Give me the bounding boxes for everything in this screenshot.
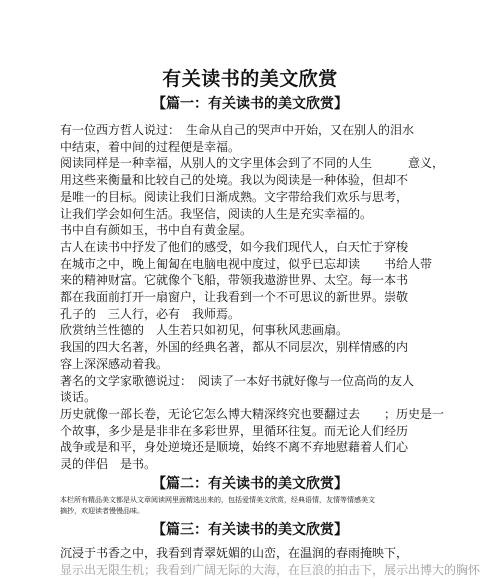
section-heading-3: 【篇三：有关读书的美文欣赏】 (152, 522, 348, 538)
paragraph-line: 来的精神财富。它就像个飞船，带领我遨游世界、太空。每一本书 (60, 273, 409, 288)
paragraph-line: 容上深深感动着我。 (60, 356, 169, 371)
paragraph-line: 是唯一的目标。阅读让我们日渐成熟。文字带给我们欢乐与思考， (60, 189, 409, 204)
paragraph-line: 历史就像一部长卷，无论它怎么博大精深终究也要翻过去 ；历史是一 (60, 406, 445, 421)
paragraph-line: 书中自有颜如玉，书中自有黄金屋。 (60, 223, 253, 238)
paragraph-line: 阅读同样是一种幸福，从别人的文字里体会到了不同的人生 意义， (60, 156, 445, 171)
paragraph-line: 有一位西方哲人说过： 生命从自己的哭声中开始，又在别人的泪水 (60, 123, 415, 137)
section-heading-2: 【篇二：有关读书的美文欣赏】 (152, 476, 348, 492)
paragraph-line: 用这些来衡量和比较自己的处境。我以为阅读是一种体验，但却不 (60, 173, 409, 188)
paragraph-line: 都在我面前打开一扇窗户，让我看到一个不可思议的新世界。崇敬 (60, 290, 409, 305)
paragraph-line: 沉浸于书香之中，我看到青翠妩媚的山峦，在温润的春雨掩映下， (60, 546, 409, 560)
paragraph-line: 谈话。 (60, 390, 97, 405)
paragraph-line: 我国的四大名著，外国的经典名著，都从不同层次，别样情感的内 (60, 340, 409, 355)
paragraph-line-cut-off: 显示出无限生机；我看到广阔无际的大海，在巨浪的拍击下，展示出博大的胸怀 (60, 562, 481, 577)
paragraph-line: 灵的伴侣 是书。 (60, 457, 157, 472)
document-title: 有关读书的美文欣赏 (162, 68, 338, 90)
paragraph-line: 欣赏纳兰性德的 人生若只如初见，何事秋风悲画扇。 (60, 323, 349, 338)
paragraph-line: 战争或是和平，身处逆境还是顺境，始终不离不弃地慰藉着人们心 (60, 440, 409, 455)
paragraph-line: 中结束，着中间的过程便是幸福。 (60, 139, 241, 154)
paragraph-line: 古人在读书中抒发了他们的感受，如今我们现代人，白天忙于穿梭 (60, 239, 409, 254)
note-line: 摘抄，欢迎读者慢慢品味。 (60, 507, 144, 515)
section-3-body (60, 545, 481, 578)
paragraph-line: 在城市之中，晚上匍匐在电脑电视中度过，似乎已忘却读 书给人带 (60, 256, 433, 271)
section-1-body (60, 122, 445, 473)
paragraph-line: 让我们学会如何生活。我坚信，阅读的人生是充实幸福的。 (60, 206, 373, 221)
paragraph-line: 著名的文学家歌德说过： 阅读了一本好书就好像与一位高尚的友人 (60, 373, 415, 388)
section-2-note (60, 495, 440, 517)
note-line: 本栏所有精品美文都是从文章阅读网里面精选出来的，包括爱情美文欣赏，经典语情，友情等情感美文 (60, 496, 375, 504)
paragraph-line: 个故事，多少是是非非在多彩世界，里循环往复。而无论人们经历 (60, 423, 409, 438)
section-heading-1: 【篇一：有关读书的美文欣赏】 (152, 96, 348, 112)
paragraph-line: 孔子的 三人行，必有 我师焉。 (60, 306, 241, 321)
